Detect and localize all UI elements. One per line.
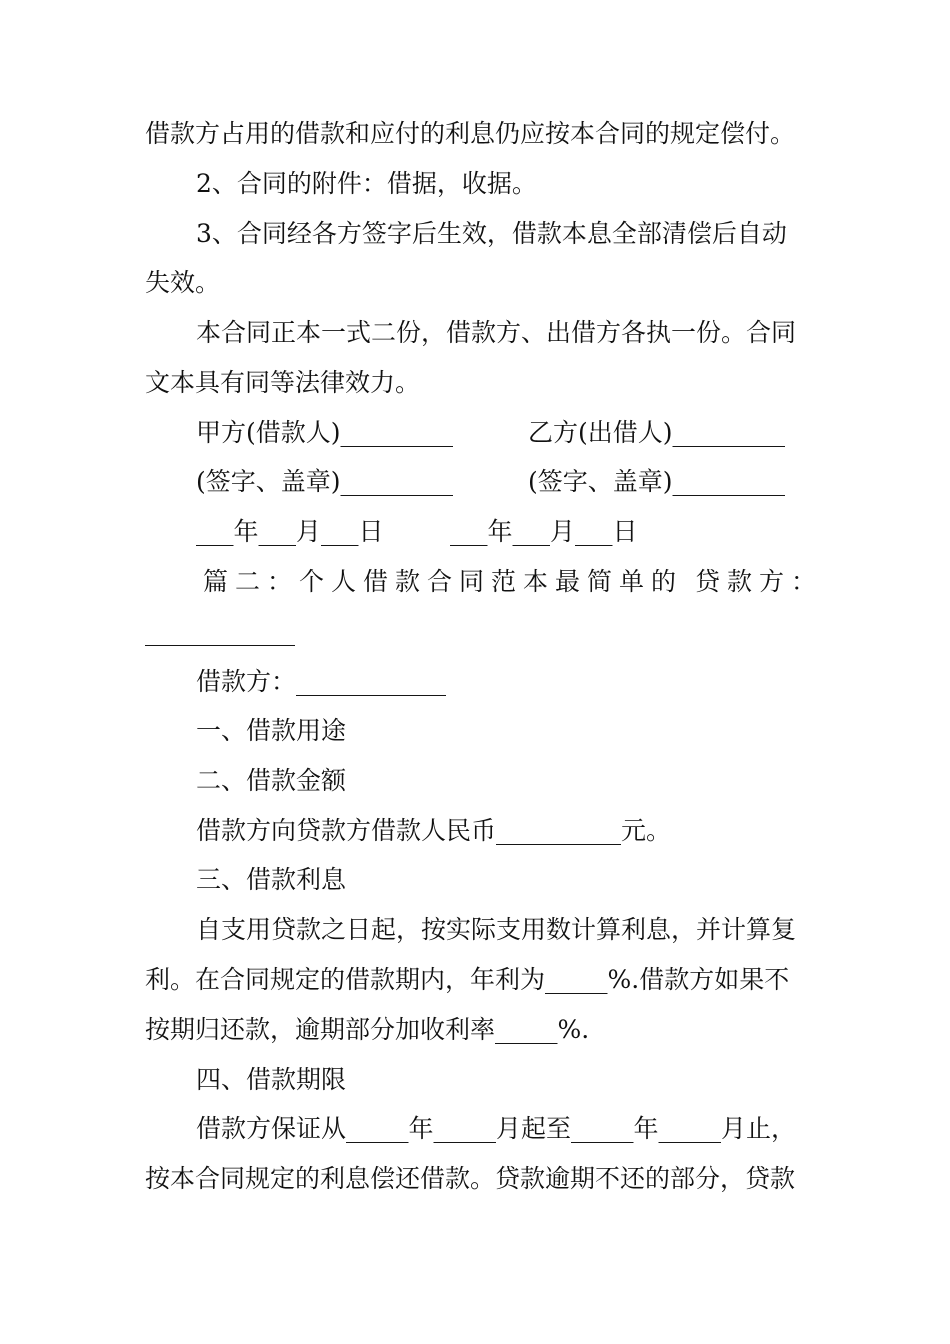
lender-label: 贷款方： (695, 567, 824, 596)
copies-clause: 本合同正本一式二份，借款方、出借方各执一份。合同 (196, 318, 797, 347)
paragraph-line: 按期归还款，逾期部分加收利率_____%. (145, 1015, 590, 1044)
party-a-date-line: ___年___月___日 (196, 517, 384, 546)
effective-clause: 3、合同经各方签字后生效，借款本息全部清偿后自动 (196, 219, 787, 248)
party-b-signature-line: 乙方(出借人)_________ (528, 418, 786, 447)
section-title: 篇二：个人借款合同范本最简单的 (203, 567, 684, 596)
party-b-seal-line: (签字、盖章)_________ (528, 467, 786, 496)
party-a-seal-line: (签字、盖章)_________ (196, 467, 454, 496)
heading-loan-interest: 三、借款利息 (196, 865, 347, 894)
paragraph-line: 借款方占用的借款和应付的利息仍应按本合同的规定偿付。 (145, 119, 796, 148)
party-a-signature-line: 甲方(借款人)_________ (196, 418, 454, 447)
paragraph-line: 失效。 (145, 268, 221, 297)
attachment-clause: 2、合同的附件：借据，收据。 (196, 169, 537, 198)
loan-amount-clause: 借款方向贷款方借款人民币__________元。 (196, 816, 672, 845)
borrower-line: 借款方：____________ (196, 667, 447, 696)
party-b-date-line: ___年___月___日 (450, 517, 638, 546)
loan-term-clause: 借款方保证从_____年_____月起至_____年_____月止， (196, 1114, 797, 1143)
paragraph-line: 利。在合同规定的借款期内，年利为_____%.借款方如果不 (145, 965, 790, 994)
paragraph-line: 按本合同规定的利息偿还借款。贷款逾期不还的部分，贷款 (145, 1164, 796, 1193)
heading-loan-purpose: 一、借款用途 (196, 716, 347, 745)
heading-loan-amount: 二、借款金额 (196, 766, 347, 795)
lender-blank: ____________ (145, 617, 295, 646)
heading-loan-term: 四、借款期限 (196, 1065, 347, 1094)
paragraph-line: 文本具有同等法律效力。 (145, 368, 421, 397)
interest-clause: 自支用贷款之日起，按实际支用数计算利息，并计算复 (196, 915, 797, 944)
